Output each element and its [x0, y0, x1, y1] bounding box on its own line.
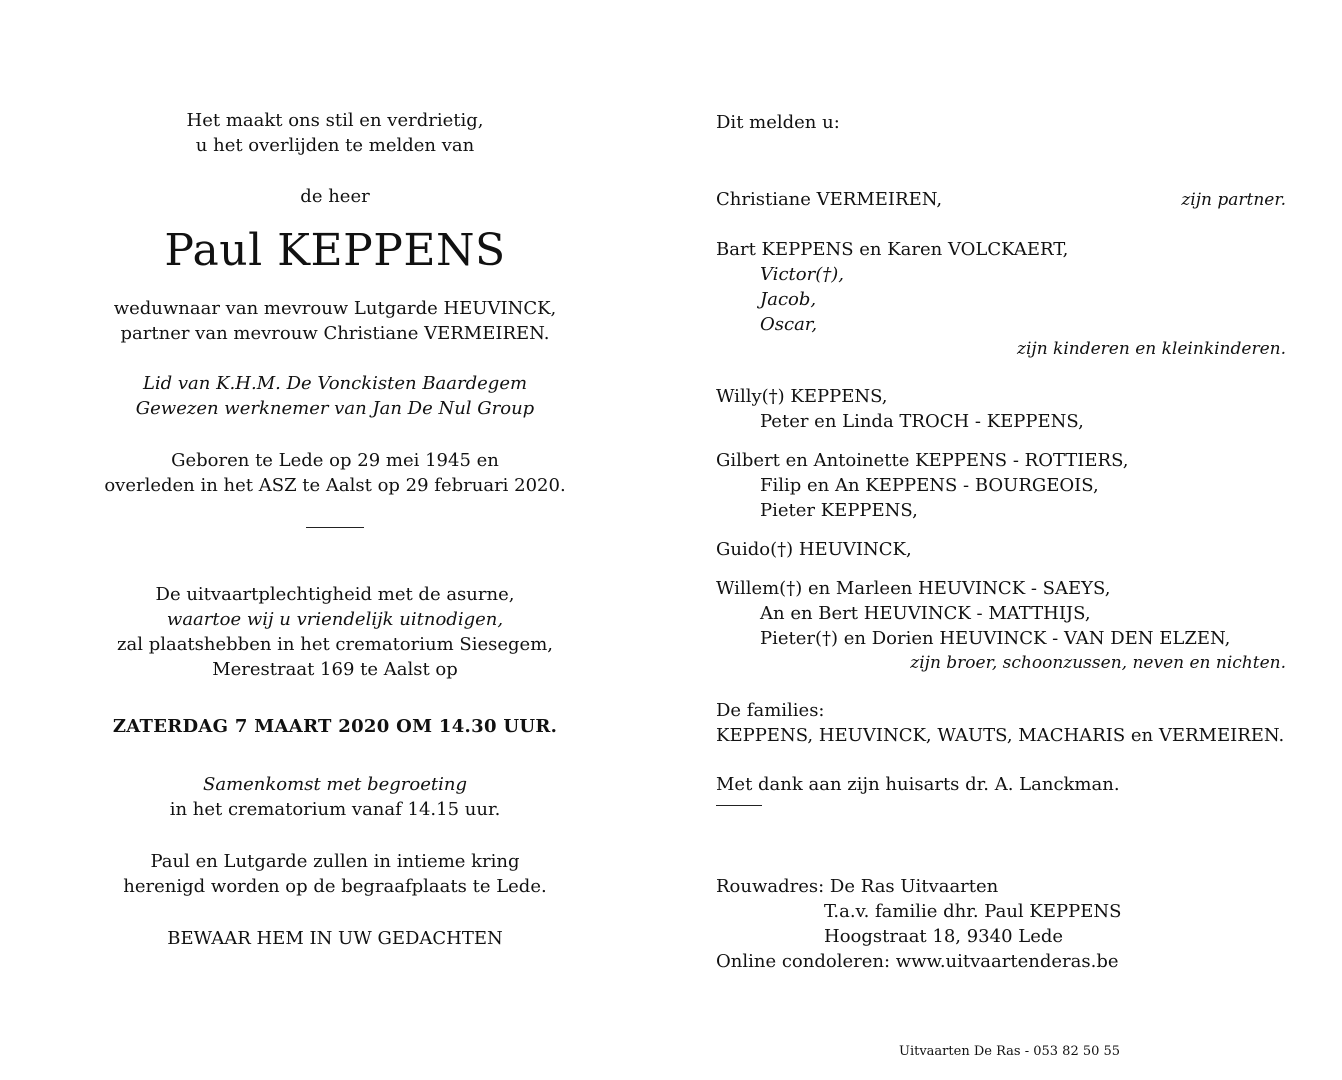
- family-group-head: Willem(†) en Marleen HEUVINCK - SAEYS,: [716, 578, 1111, 599]
- family-group-head: Willy(†) KEPPENS,: [716, 386, 888, 407]
- grandchild-name: Oscar,: [760, 314, 818, 335]
- thanks-text: Met dank aan zijn huisarts dr. A. Lanckman.: [716, 774, 1120, 795]
- ceremony-line: De uitvaartplechtigheid met de asurne,: [155, 584, 515, 605]
- right-column: [716, 110, 1286, 974]
- address-label: Rouwadres: De Ras Uitvaarten: [716, 876, 999, 897]
- partner-role: zijn partner.: [1181, 190, 1286, 210]
- burial-line: Paul en Lutgarde zullen in intieme kring: [150, 851, 520, 872]
- family-group-member: Peter en Linda TROCH - KEPPENS,: [760, 411, 1084, 432]
- online-condolence: Online condoleren: www.uitvaartenderas.be: [716, 951, 1119, 972]
- intro-line: u het overlijden te melden van: [195, 135, 475, 156]
- deceased-name: Paul KEPPENS: [164, 225, 506, 276]
- announce-intro: Dit melden u:: [716, 112, 840, 133]
- intro-text: [80, 108, 590, 158]
- relation-line: weduwnaar van mevrouw Lutgarde HEUVINCK,: [113, 298, 557, 319]
- families-entry: [716, 698, 1286, 748]
- partner-name: Christiane VERMEIREN,: [716, 189, 943, 210]
- gathering-text: [80, 772, 590, 822]
- birth-death-line: Geboren te Lede op 29 mei 1945 en: [171, 450, 499, 471]
- ceremony-line: zal plaatshebben in het crematorium Siesegem,: [117, 634, 553, 655]
- burial-text: [80, 849, 590, 899]
- gathering-line: Samenkomst met begroeting: [203, 774, 467, 795]
- relation-line: partner van mevrouw Christiane VERMEIREN.: [120, 323, 550, 344]
- address-line: T.a.v. familie dhr. Paul KEPPENS: [824, 901, 1122, 922]
- family-group-member: Pieter(†) en Dorien HEUVINCK - VAN DEN ELZEN,: [760, 628, 1231, 649]
- affiliation-line: Lid van K.H.M. De Vonckisten Baardegem: [142, 373, 528, 394]
- birth-death-text: [80, 448, 590, 498]
- address-line: Hoogstraat 18, 9340 Lede: [824, 926, 1064, 947]
- intro-line: Het maakt ons stil en verdrietig,: [186, 110, 484, 131]
- children-role: zijn kinderen en kleinkinderen.: [1017, 339, 1286, 359]
- siblings-role: zijn broer, schoonzussen, neven en nichten.: [910, 653, 1286, 673]
- family-group-member: Filip en An KEPPENS - BOURGEOIS,: [760, 475, 1099, 496]
- affiliation-line: Gewezen werknemer van Jan De Nul Group: [135, 398, 535, 419]
- families-label: De families:: [716, 700, 825, 721]
- relations-text: [80, 296, 590, 346]
- grandchild-name: Jacob,: [760, 289, 817, 310]
- families-names: KEPPENS, HEUVINCK, WAUTS, MACHARIS en VERMEIREN.: [716, 725, 1285, 746]
- burial-line: herenigd worden op de begraafplaats te Lede.: [123, 876, 547, 897]
- family-group-head: Guido(†) HEUVINCK,: [716, 539, 912, 560]
- grandchild-name: Victor(†),: [760, 264, 844, 285]
- ceremony-date: ZATERDAG 7 MAART 2020 OM 14.30 UUR.: [112, 716, 558, 737]
- family-group: [716, 384, 1286, 434]
- honorific: de heer: [300, 186, 370, 207]
- affiliations-text: [80, 371, 590, 421]
- funeral-home-footer: Uitvaarten De Ras - 053 82 50 55: [899, 1044, 1121, 1059]
- ceremony-line: waartoe wij u vriendelijk uitnodigen,: [166, 609, 504, 630]
- partner-entry: [716, 187, 1286, 213]
- family-group-head: Gilbert en Antoinette KEPPENS - ROTTIERS,: [716, 450, 1129, 471]
- birth-death-line: overleden in het ASZ te Aalst op 29 februari 2020.: [104, 475, 566, 496]
- ceremony-text: [80, 582, 590, 682]
- family-group: [716, 537, 1286, 562]
- mourning-address: [716, 874, 1286, 974]
- ceremony-line: Merestraat 169 te Aalst op: [212, 659, 458, 680]
- gathering-line: in het crematorium vanaf 14.15 uur.: [169, 799, 501, 820]
- left-column: [80, 108, 590, 951]
- closing-text: BEWAAR HEM IN UW GEDACHTEN: [167, 928, 503, 949]
- family-group-member: An en Bert HEUVINCK - MATTHIJS,: [760, 603, 1091, 624]
- family-group-member: Pieter KEPPENS,: [760, 500, 918, 521]
- children-entry: [716, 237, 1286, 362]
- children-head: Bart KEPPENS en Karen VOLCKAERT,: [716, 239, 1069, 260]
- family-group: [716, 576, 1286, 676]
- family-group: [716, 448, 1286, 523]
